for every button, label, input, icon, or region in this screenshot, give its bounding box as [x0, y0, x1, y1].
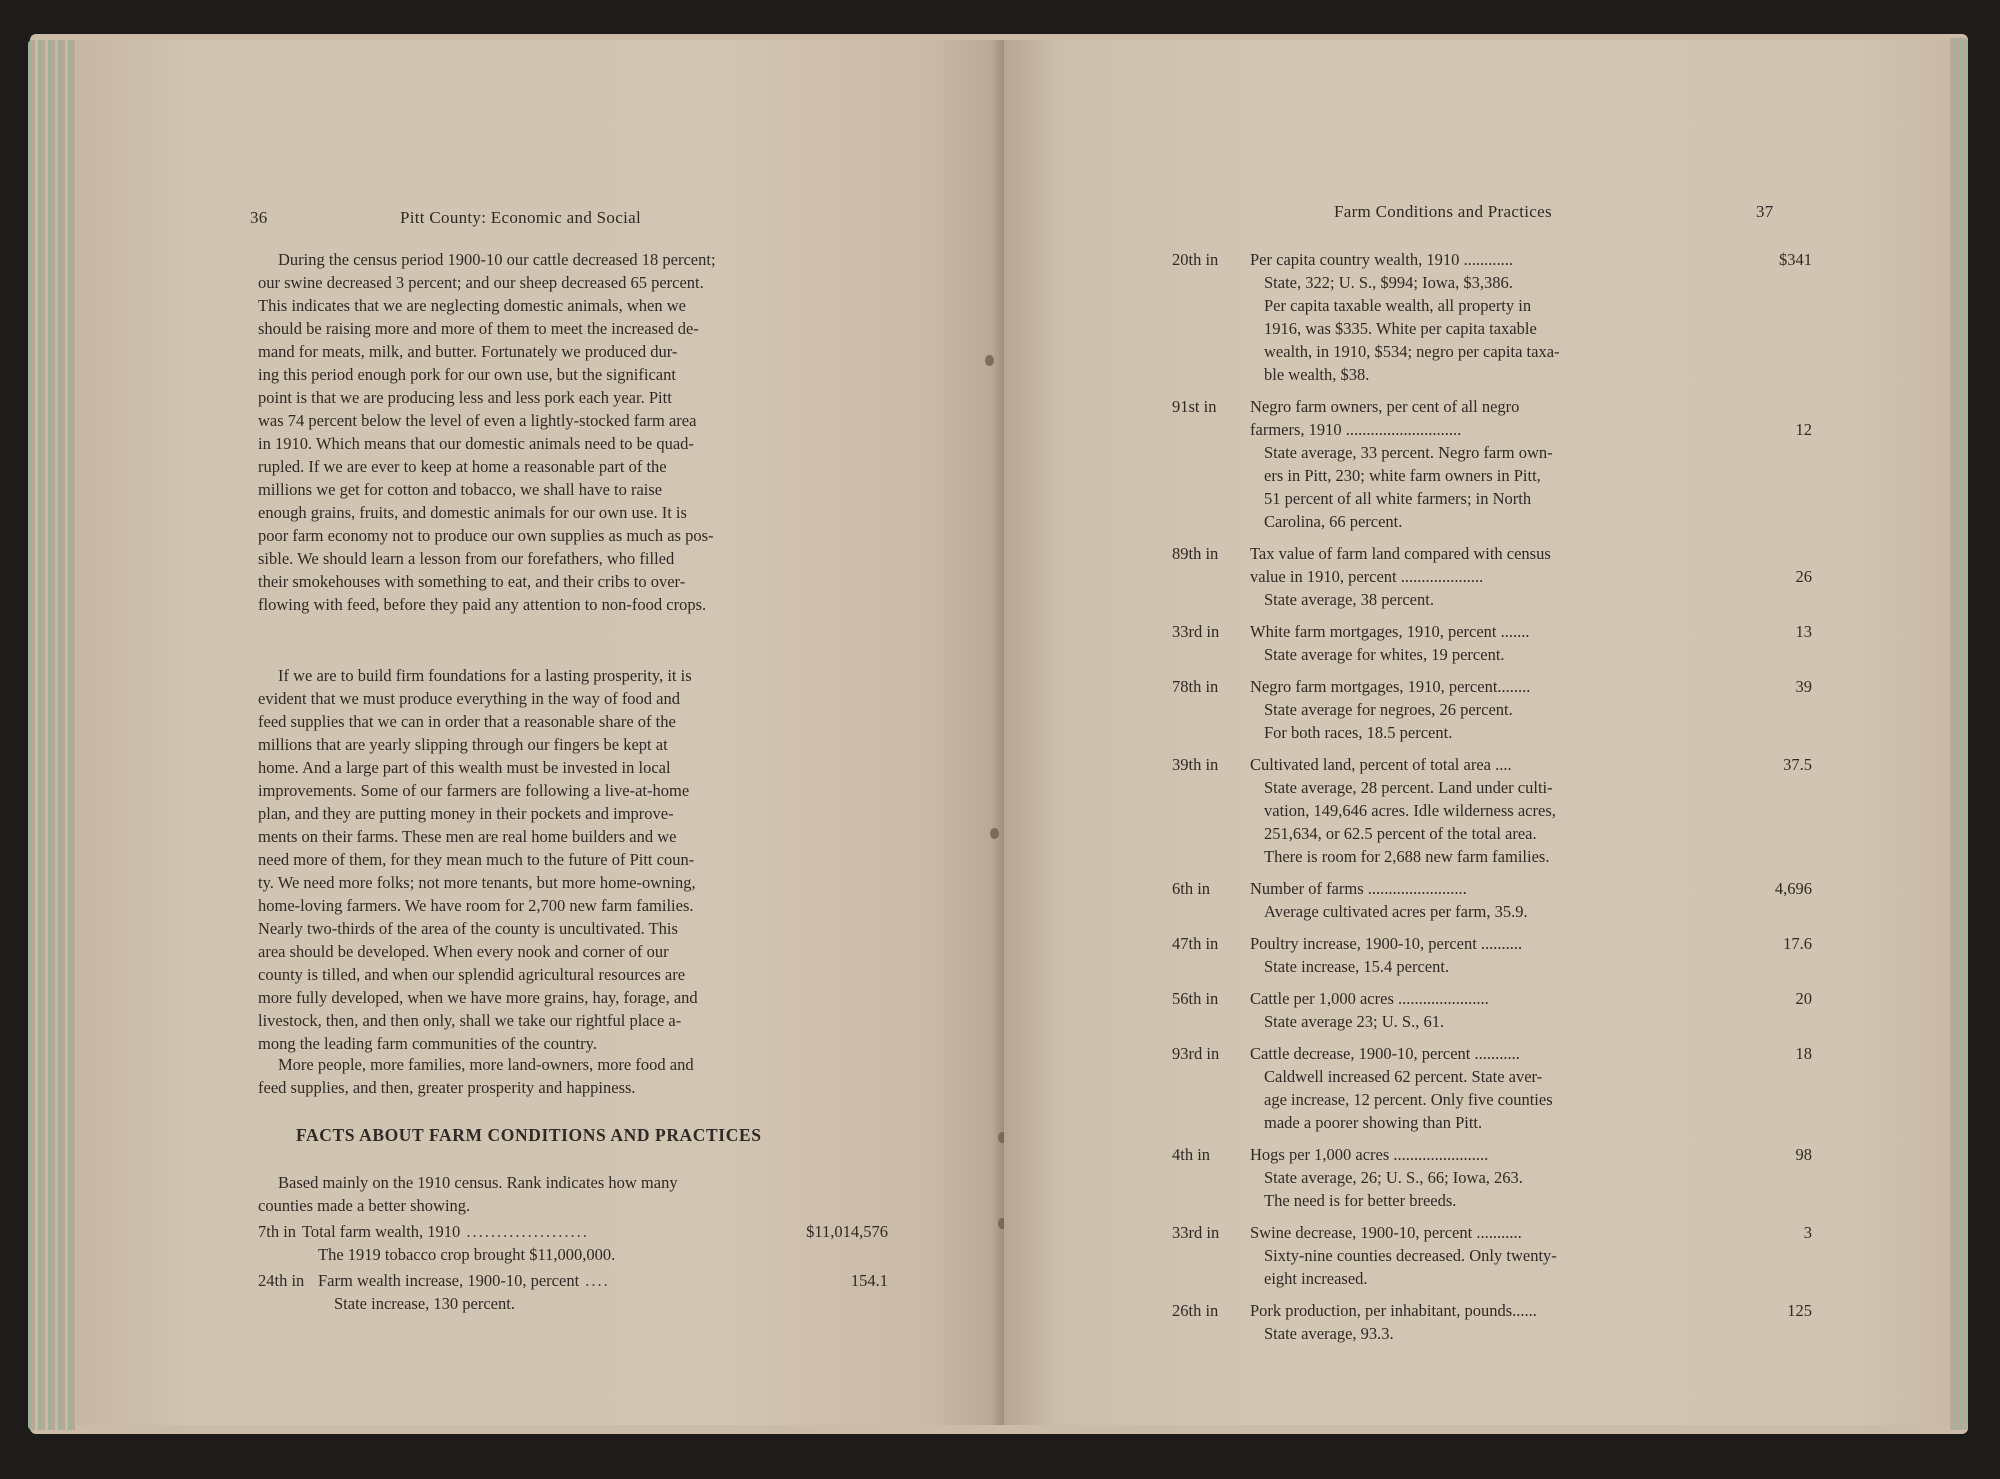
fact-value: $341	[1779, 250, 1812, 269]
running-head-right: Farm Conditions and Practices	[1334, 202, 1552, 221]
fact-body	[1250, 1221, 1680, 1290]
rank-label: 26th in	[1172, 1301, 1219, 1320]
text-line: Nearly two-thirds of the area of the county is uncultivated. This	[258, 919, 678, 938]
fact-body	[1250, 1299, 1680, 1345]
rank-label: 39th in	[1172, 755, 1219, 774]
fact-body	[1250, 1143, 1680, 1212]
fact-body	[1250, 542, 1680, 611]
fact-value: 39	[1795, 677, 1812, 696]
left-page	[76, 40, 1004, 1425]
fact-body	[1250, 753, 1680, 868]
rank-label: 47th in	[1172, 934, 1219, 953]
fact-note: 251,634, or 62.5 percent of the total area.	[1264, 824, 1537, 843]
page-edges-left	[28, 40, 76, 1430]
binding-hole	[990, 828, 999, 839]
fact-text: Cattle decrease, 1900-10, percent ...........	[1250, 1044, 1520, 1063]
text-line: more fully developed, when we have more grains, hay, forage, and	[258, 988, 698, 1007]
fact-value: 12	[1795, 420, 1812, 439]
text-line: plan, and they are putting money in their pockets and improve-	[258, 804, 674, 823]
fact-note: Average cultivated acres per farm, 35.9.	[1264, 902, 1528, 921]
fact-text: Pork production, per inhabitant, pounds......	[1250, 1301, 1537, 1320]
text-line: point is that we are producing less and less pork each year. Pitt	[258, 388, 672, 407]
fact-note: vation, 149,646 acres. Idle wilderness acres,	[1264, 801, 1556, 820]
fact-text: Number of farms ........................	[1250, 879, 1467, 898]
text-line: mong the leading farm communities of the country.	[258, 1034, 597, 1053]
fact-value: 154.1	[850, 1271, 888, 1290]
fact-text: Tax value of farm land compared with census	[1250, 544, 1551, 563]
fact-note: Per capita taxable wealth, all property in	[1264, 296, 1532, 315]
fact-note: ers in Pitt, 230; white farm owners in Pitt,	[1264, 466, 1541, 485]
fact-note: State average, 26; U. S., 66; Iowa, 263.	[1264, 1168, 1523, 1187]
page-edges-right	[1950, 38, 1968, 1430]
fact-value: 20	[1795, 989, 1812, 1008]
fact-text: Total farm wealth, 1910	[302, 1222, 461, 1241]
text-line: During the census period 1900-10 our cattle decreased 18 percent;	[278, 250, 716, 269]
fact-body	[318, 1269, 778, 1315]
text-line: poor farm economy not to produce our own supplies as much as pos-	[258, 526, 714, 545]
fact-text: Cattle per 1,000 acres ......................	[1250, 989, 1489, 1008]
rank-label: 6th in	[1172, 879, 1211, 898]
fact-value: 26	[1795, 567, 1812, 586]
text-line: sible. We should learn a lesson from our forefathers, who filled	[258, 549, 675, 568]
fact-note: ble wealth, $38.	[1264, 365, 1370, 384]
text-line: area should be developed. When every nook and corner of our	[258, 942, 669, 961]
fact-text: Per capita country wealth, 1910 ............	[1250, 250, 1514, 269]
rank-label: 91st in	[1172, 397, 1217, 416]
fact-value: 125	[1787, 1301, 1812, 1320]
fact-value: 4,696	[1774, 879, 1812, 898]
fact-note: State average, 33 percent. Negro farm own-	[1264, 443, 1553, 462]
fact-value: 13	[1795, 622, 1812, 641]
fact-body	[1250, 248, 1680, 386]
text-line: counties made a better showing.	[258, 1196, 471, 1215]
text-line: need more of them, for they mean much to the future of Pitt coun-	[258, 850, 695, 869]
fact-body	[1250, 395, 1680, 533]
text-line: should be raising more and more of them to meet the increased de-	[258, 319, 699, 338]
fact-body	[302, 1220, 762, 1266]
text-line: flowing with feed, before they paid any attention to non-food crops.	[258, 595, 707, 614]
text-line: their smokehouses with something to eat, and their cribs to over-	[258, 572, 686, 591]
rank-label: 93rd in	[1172, 1044, 1220, 1063]
text-line: Based mainly on the 1910 census. Rank indicates how many	[278, 1173, 678, 1192]
fact-note: wealth, in 1910, $534; negro per capita taxa-	[1264, 342, 1560, 361]
fact-text: Negro farm mortgages, 1910, percent........	[1250, 677, 1531, 696]
fact-note: State average for negroes, 26 percent.	[1264, 700, 1513, 719]
fact-note: State increase, 130 percent.	[334, 1294, 515, 1313]
paragraph-3	[258, 1053, 858, 1099]
fact-note: eight increased.	[1264, 1269, 1368, 1288]
text-line: More people, more families, more land-owners, more food and	[278, 1055, 694, 1074]
text-line: ments on their farms. These men are real home builders and we	[258, 827, 677, 846]
rank-label: 78th in	[1172, 677, 1219, 696]
rank-label: 33rd in	[1172, 622, 1220, 641]
fact-body	[1250, 620, 1680, 666]
text-line: our swine decreased 3 percent; and our sheep decreased 65 percent.	[258, 273, 704, 292]
section-title: FACTS ABOUT FARM CONDITIONS AND PRACTICES	[296, 1125, 762, 1145]
page-number-left: 36	[250, 208, 268, 227]
running-head-left: Pitt County: Economic and Social	[400, 208, 641, 227]
fact-note: The need is for better breeds.	[1264, 1191, 1457, 1210]
fact-note: State average 23; U. S., 61.	[1264, 1012, 1445, 1031]
fact-note: Sixty-nine counties decreased. Only twenty-	[1264, 1246, 1557, 1265]
rank-label: 89th in	[1172, 544, 1219, 563]
text-line: feed supplies, and then, greater prosperity and happiness.	[258, 1078, 636, 1097]
rank-label: 20th in	[1172, 250, 1219, 269]
fact-body	[1250, 932, 1680, 978]
text-line: This indicates that we are neglecting domestic animals, when we	[258, 296, 686, 315]
rank-label: 56th in	[1172, 989, 1219, 1008]
rank-label: 4th in	[1172, 1145, 1211, 1164]
fact-note: For both races, 18.5 percent.	[1264, 723, 1453, 742]
text-line: mand for meats, milk, and butter. Fortunately we produced dur-	[258, 342, 678, 361]
text-line: livestock, then, and then only, shall we take our rightful place a-	[258, 1011, 682, 1030]
fact-value: 3	[1803, 1223, 1812, 1242]
fact-note: age increase, 12 percent. Only five counties	[1264, 1090, 1553, 1109]
facts-intro	[258, 1171, 858, 1217]
fact-text: Negro farm owners, per cent of all negro	[1250, 397, 1520, 416]
fact-note: Caldwell increased 62 percent. State aver-	[1264, 1067, 1543, 1086]
text-line: enough grains, fruits, and domestic animals for our own use. It is	[258, 503, 687, 522]
fact-value: 18	[1795, 1044, 1812, 1063]
fact-note: State increase, 15.4 percent.	[1264, 957, 1450, 976]
fact-body	[1250, 1042, 1680, 1134]
paragraph-2	[258, 664, 858, 1055]
fact-text: farmers, 1910 ............................	[1250, 420, 1462, 439]
fact-value: 98	[1795, 1145, 1812, 1164]
text-line: evident that we must produce everything in the way of food and	[258, 689, 681, 708]
rank-label: 33rd in	[1172, 1223, 1220, 1242]
binding-hole	[985, 355, 994, 366]
text-line: feed supplies that we can in order that a reasonable share of the	[258, 712, 676, 731]
rank-label: 24th in	[258, 1271, 305, 1290]
leader-dots: ....................	[460, 1222, 589, 1241]
fact-note: State average for whites, 19 percent.	[1264, 645, 1505, 664]
fact-note: made a poorer showing than Pitt.	[1264, 1113, 1483, 1132]
fact-value: 37.5	[1783, 755, 1812, 774]
fact-text: value in 1910, percent ....................	[1250, 567, 1484, 586]
fact-note: There is room for 2,688 new farm families.	[1264, 847, 1550, 866]
fact-note: State, 322; U. S., $994; Iowa, $3,386.	[1264, 273, 1513, 292]
text-line: ing this period enough pork for our own use, but the significant	[258, 365, 676, 384]
rank-label: 7th in	[258, 1222, 297, 1241]
fact-text: Farm wealth increase, 1900-10, percent	[318, 1271, 580, 1290]
text-line: county is tilled, and when our splendid agricultural resources are	[258, 965, 686, 984]
fact-text: Cultivated land, percent of total area ....	[1250, 755, 1512, 774]
text-line: millions we get for cotton and tobacco, we shall have to raise	[258, 480, 663, 499]
fact-body	[1250, 987, 1680, 1033]
fact-body	[1250, 877, 1680, 923]
fact-note: State average, 38 percent.	[1264, 590, 1434, 609]
fact-note: The 1919 tobacco crop brought $11,000,000.	[318, 1245, 616, 1264]
fact-body	[1250, 675, 1680, 744]
text-line: in 1910. Which means that our domestic animals need to be quad-	[258, 434, 694, 453]
fact-text: Hogs per 1,000 acres .......................	[1250, 1145, 1489, 1164]
fact-value: $11,014,576	[806, 1222, 888, 1241]
text-line: ty. We need more folks; not more tenants, but more home-owning,	[258, 873, 696, 892]
fact-value: 17.6	[1783, 934, 1812, 953]
fact-text: White farm mortgages, 1910, percent .......	[1250, 622, 1530, 641]
fact-text: Poultry increase, 1900-10, percent ..........	[1250, 934, 1523, 953]
right-page	[1004, 40, 1950, 1425]
paragraph-1	[258, 248, 858, 616]
text-line: millions that are yearly slipping through our fingers be kept at	[258, 735, 668, 754]
leader-dots: ....	[579, 1271, 610, 1290]
text-line: home. And a large part of this wealth must be invested in local	[258, 758, 671, 777]
fact-note: 51 percent of all white farmers; in North	[1264, 489, 1532, 508]
fact-note: Carolina, 66 percent.	[1264, 512, 1403, 531]
fact-note: 1916, was $335. White per capita taxable	[1264, 319, 1537, 338]
fact-text: Swine decrease, 1900-10, percent ...........	[1250, 1223, 1522, 1242]
text-line: If we are to build firm foundations for a lasting prosperity, it is	[278, 666, 692, 685]
text-line: was 74 percent below the level of even a lightly-stocked farm area	[258, 411, 697, 430]
fact-note: State average, 93.3.	[1264, 1324, 1394, 1343]
text-line: rupled. If we are ever to keep at home a reasonable part of the	[258, 457, 667, 476]
page-number-right: 37	[1756, 202, 1774, 221]
fact-note: State average, 28 percent. Land under culti-	[1264, 778, 1553, 797]
text-line: improvements. Some of our farmers are following a live-at-home	[258, 781, 690, 800]
text-line: home-loving farmers. We have room for 2,700 new farm families.	[258, 896, 694, 915]
